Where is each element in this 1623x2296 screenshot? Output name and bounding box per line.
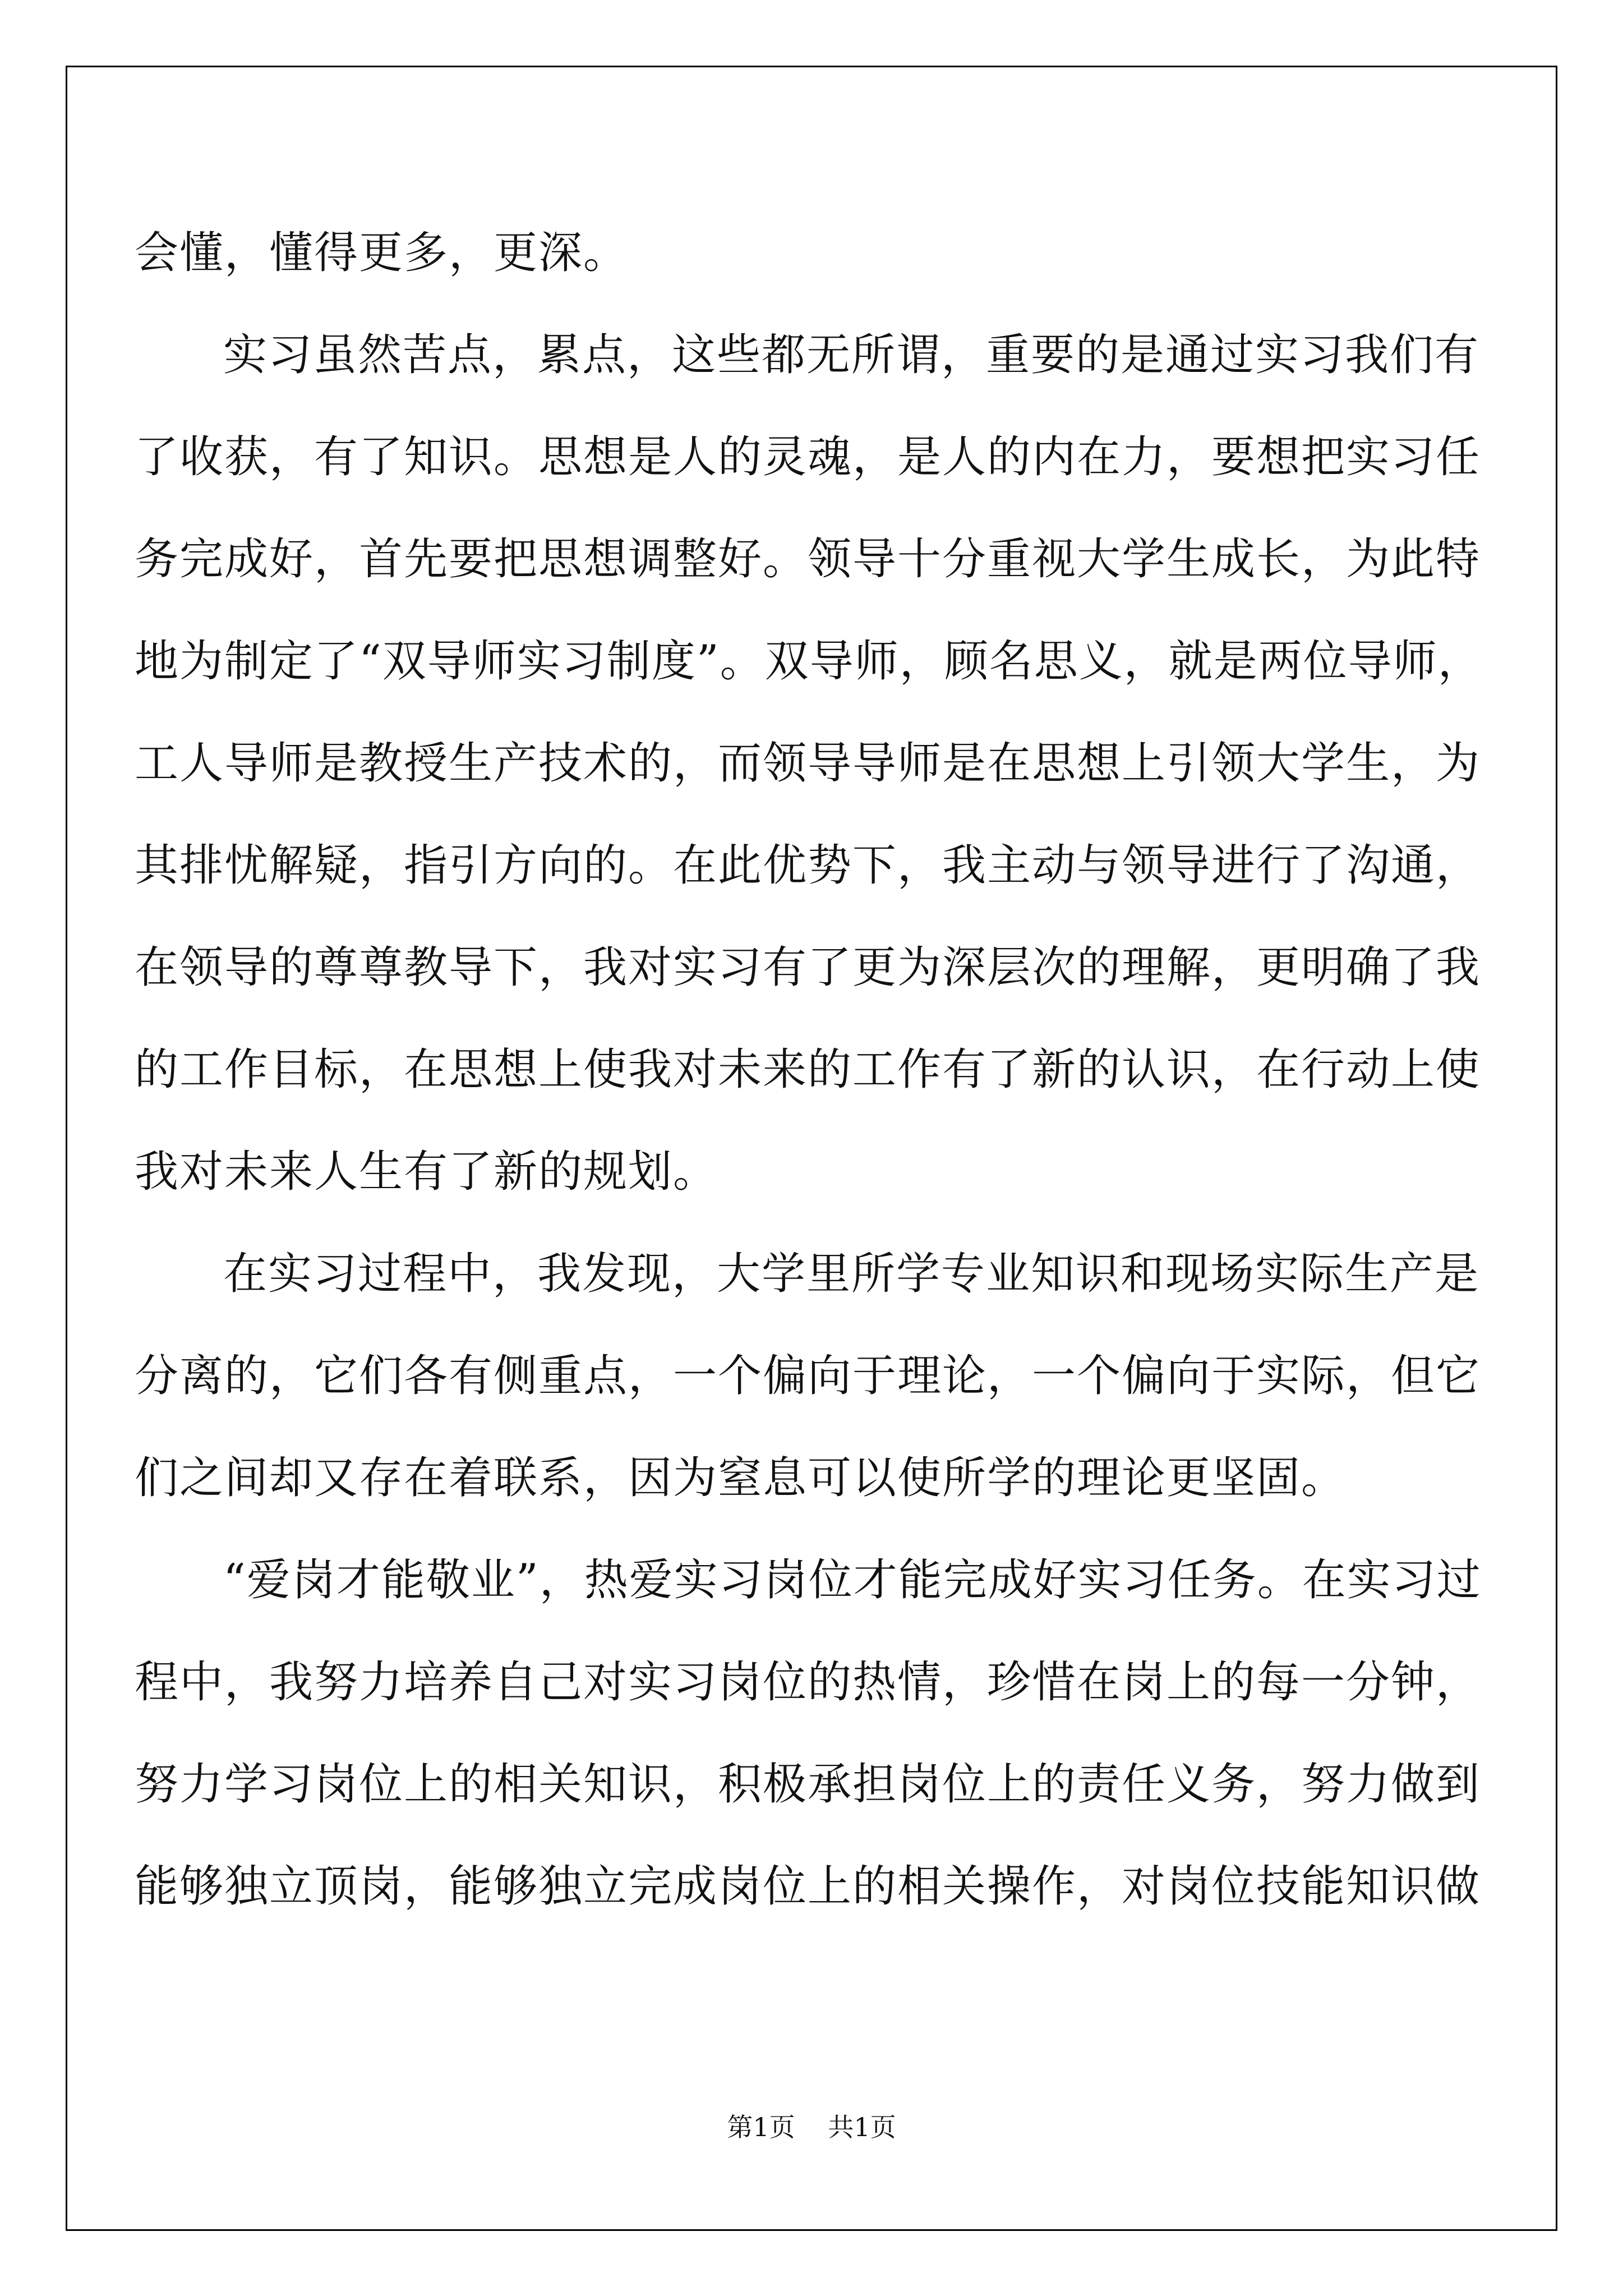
text-line: 在实习过程中，我发现，大学里所学专业知识和现场实际生产是: [223, 1249, 1480, 1299]
text-line: 努力学习岗位上的相关知识，积极承担岗位上的责任义务，努力做到: [135, 1759, 1481, 1810]
text-line: 会懂，懂得更多，更深。: [135, 228, 629, 278]
text-line: 务完成好，首先要把思想调整好。领导十分重视大学生成长，为此特: [135, 534, 1481, 585]
text-line: 程中，我努力培养自己对实习岗位的热情，珍惜在岗上的每一分钟，: [135, 1657, 1481, 1708]
text-line: 分离的，它们各有侧重点，一个偏向于理论，一个偏向于实际，但它: [135, 1351, 1481, 1401]
text-line: 我对未来人生有了新的规划。: [135, 1147, 718, 1197]
text-line: 在领导的尊尊教导下，我对实习有了更为深层次的理解，更明确了我: [135, 942, 1481, 993]
document-body: [135, 202, 1492, 1938]
page-total: 共1页: [828, 2112, 896, 2142]
page-footer: [0, 2107, 1623, 2144]
text-line: “爱岗才能敬业”，热爱实习岗位才能完成好实习任务。在实习过: [223, 1555, 1482, 1605]
text-line: 能够独立顶岗，能够独立完成岗位上的相关操作，对岗位技能知识做: [135, 1861, 1481, 1912]
text-line: 们之间却又存在着联系，因为窒息可以使所学的理论更坚固。: [135, 1453, 1347, 1503]
text-line: 的工作目标，在思想上使我对未来的工作有了新的认识，在行动上使: [135, 1045, 1481, 1095]
text-line: 工人导师是教授生产技术的，而领导导师是在思想上引领大学生，为: [135, 738, 1481, 789]
text-line: 了收获，有了知识。思想是人的灵魂，是人的内在力，要想把实习任: [135, 432, 1481, 482]
page-number: 第1页: [727, 2112, 795, 2142]
text-line: 其排忧解疑，指引方向的。在此优势下，我主动与领导进行了沟通，: [135, 840, 1481, 891]
text-line: 实习虽然苦点，累点，这些都无所谓，重要的是通过实习我们有: [223, 330, 1480, 380]
text-line: 地为制定了“双导师实习制度”。双导师，顾名思义，就是两位导师，: [135, 636, 1483, 687]
